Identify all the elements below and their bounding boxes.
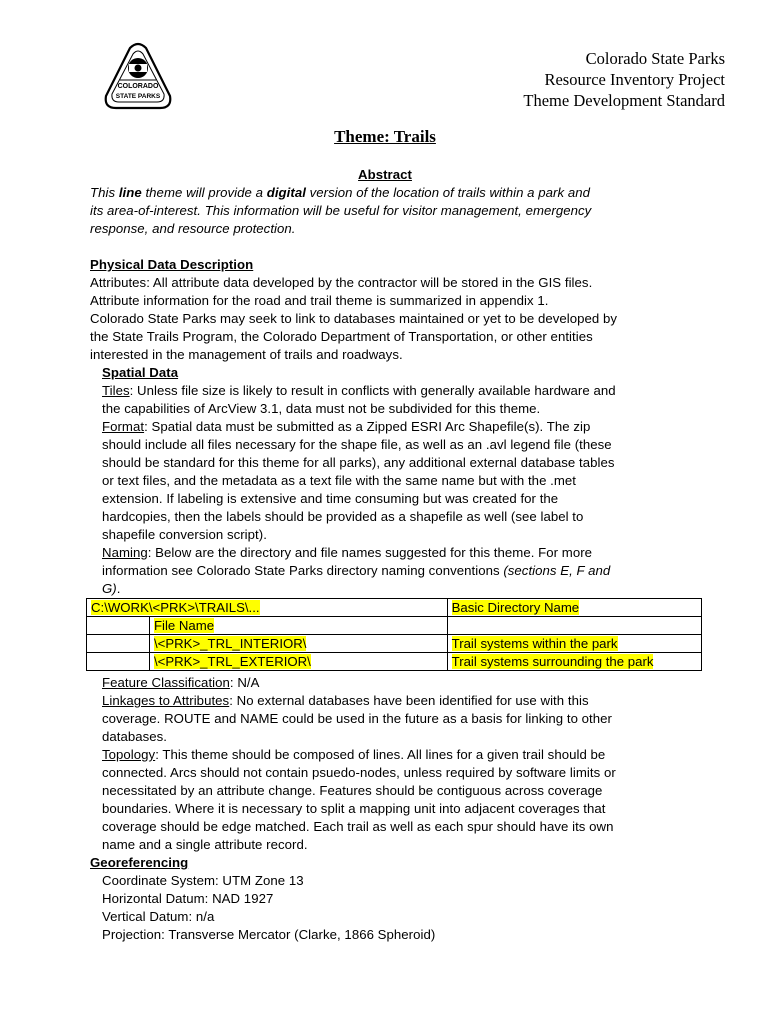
- linkages-line-1: Linkages to Attributes: No external databases have been identified for use with this: [102, 693, 589, 708]
- abstract-line-3: response, and resource protection.: [90, 221, 296, 236]
- georef-heading: Georeferencing: [90, 855, 189, 870]
- header-standard: Theme Development Standard: [523, 91, 725, 110]
- format-line: shapefile conversion script).: [102, 527, 267, 542]
- abstract-line-1: This line theme will provide a digital version of the location of trails within a park and: [90, 185, 591, 200]
- tiles-line-1: Tiles: Unless file size is likely to result in conflicts with generally available hardware and: [102, 383, 616, 398]
- table-cell: Basic Directory Name: [447, 599, 701, 617]
- topology-line-1: Topology: This theme should be composed of lines. All lines for a given trail should be: [102, 747, 606, 762]
- table-cell: Trail systems surrounding the park: [447, 653, 701, 671]
- document-header: [523, 48, 725, 111]
- topology-line: name and a single attribute record.: [102, 837, 308, 852]
- linkages-line-2: coverage. ROUTE and NAME could be used in the future as a basis for linking to other: [102, 711, 612, 726]
- format-line: should include all files necessary for the shape file, as well as an .avl legend file (these: [102, 437, 612, 452]
- table-row: [87, 635, 702, 653]
- georef-line: Coordinate System: UTM Zone 13: [102, 873, 304, 888]
- table-cell: Trail systems within the park: [447, 635, 701, 653]
- table-cell: [87, 635, 150, 653]
- abstract-heading: Abstract: [358, 167, 412, 182]
- page-title: Theme: Trails: [334, 127, 436, 146]
- table-row: [87, 653, 702, 671]
- directory-table: [86, 598, 702, 671]
- table-cell: [87, 653, 150, 671]
- format-line: hardcopies, then the labels should be provided as a shapefile as well (see label to: [102, 509, 584, 524]
- abstract-line-2: its area-of-interest. This information will be useful for visitor management, emergency: [90, 203, 592, 218]
- feature-line: Feature Classification: N/A: [102, 675, 260, 690]
- table-cell: [87, 617, 150, 635]
- physical-line: Attribute information for the road and trail theme is summarized in appendix 1.: [90, 293, 549, 308]
- table-cell: C:\WORK\<PRK>\TRAILS\...: [87, 599, 448, 617]
- linkages-line-3: databases.: [102, 729, 168, 744]
- georef-line: Horizontal Datum: NAD 1927: [102, 891, 274, 906]
- format-line: or text files, and the metadata as a text file with the same name but with the .met: [102, 473, 577, 488]
- topology-line: necessitated by an attribute change. Features should be contiguous across coverage: [102, 783, 603, 798]
- format-line: should be standard for this theme for all parks), any additional external database tables: [102, 455, 615, 470]
- table-row: [87, 617, 702, 635]
- table-cell: [447, 617, 701, 635]
- format-line-1: Format: Spatial data must be submitted as a Zipped ESRI Arc Shapefile(s). The zip: [102, 419, 591, 434]
- header-org: Colorado State Parks: [585, 49, 725, 68]
- naming-line-3: G).: [102, 581, 121, 596]
- topology-line: connected. Arcs should not contain psuedo-nodes, unless required by software limits or: [102, 765, 616, 780]
- physical-heading: Physical Data Description: [90, 257, 254, 272]
- table-row: [87, 599, 702, 617]
- physical-line: the State Trails Program, the Colorado Department of Transportation, or other entities: [90, 329, 593, 344]
- physical-line: Attributes: All attribute data developed by the contractor will be stored in the GIS files.: [90, 275, 593, 290]
- format-line: extension. If labeling is extensive and time consuming but was created for the: [102, 491, 559, 506]
- header-project: Resource Inventory Project: [544, 70, 725, 89]
- naming-line-2: information see Colorado State Parks directory naming conventions (sections E, F and: [102, 563, 611, 578]
- colorado-state-parks-logo: [100, 42, 176, 112]
- svg-text:STATE PARKS: STATE PARKS: [115, 93, 161, 100]
- georef-line: Vertical Datum: n/a: [102, 909, 215, 924]
- table-cell: File Name: [150, 617, 448, 635]
- georef-line: Projection: Transverse Mercator (Clarke, 1866 Spheroid): [102, 927, 436, 942]
- physical-line: Colorado State Parks may seek to link to databases maintained or yet to be developed by: [90, 311, 618, 326]
- topology-line: boundaries. Where it is necessary to split a mapping unit into adjacent coverages that: [102, 801, 606, 816]
- topology-line: coverage should be edge matched. Each trail as well as each spur should have its own: [102, 819, 614, 834]
- spatial-heading: Spatial Data: [102, 365, 179, 380]
- logo-emblem-icon: [100, 42, 176, 112]
- svg-text:COLORADO: COLORADO: [117, 83, 159, 90]
- physical-line: interested in the management of trails and roadways.: [90, 347, 403, 362]
- table-cell: \<PRK>_TRL_EXTERIOR\: [150, 653, 448, 671]
- table-cell: \<PRK>_TRL_INTERIOR\: [150, 635, 448, 653]
- tiles-line-2: the capabilities of ArcView 3.1, data must not be subdivided for this theme.: [102, 401, 541, 416]
- naming-line-1: Naming: Below are the directory and file names suggested for this theme. For more: [102, 545, 593, 560]
